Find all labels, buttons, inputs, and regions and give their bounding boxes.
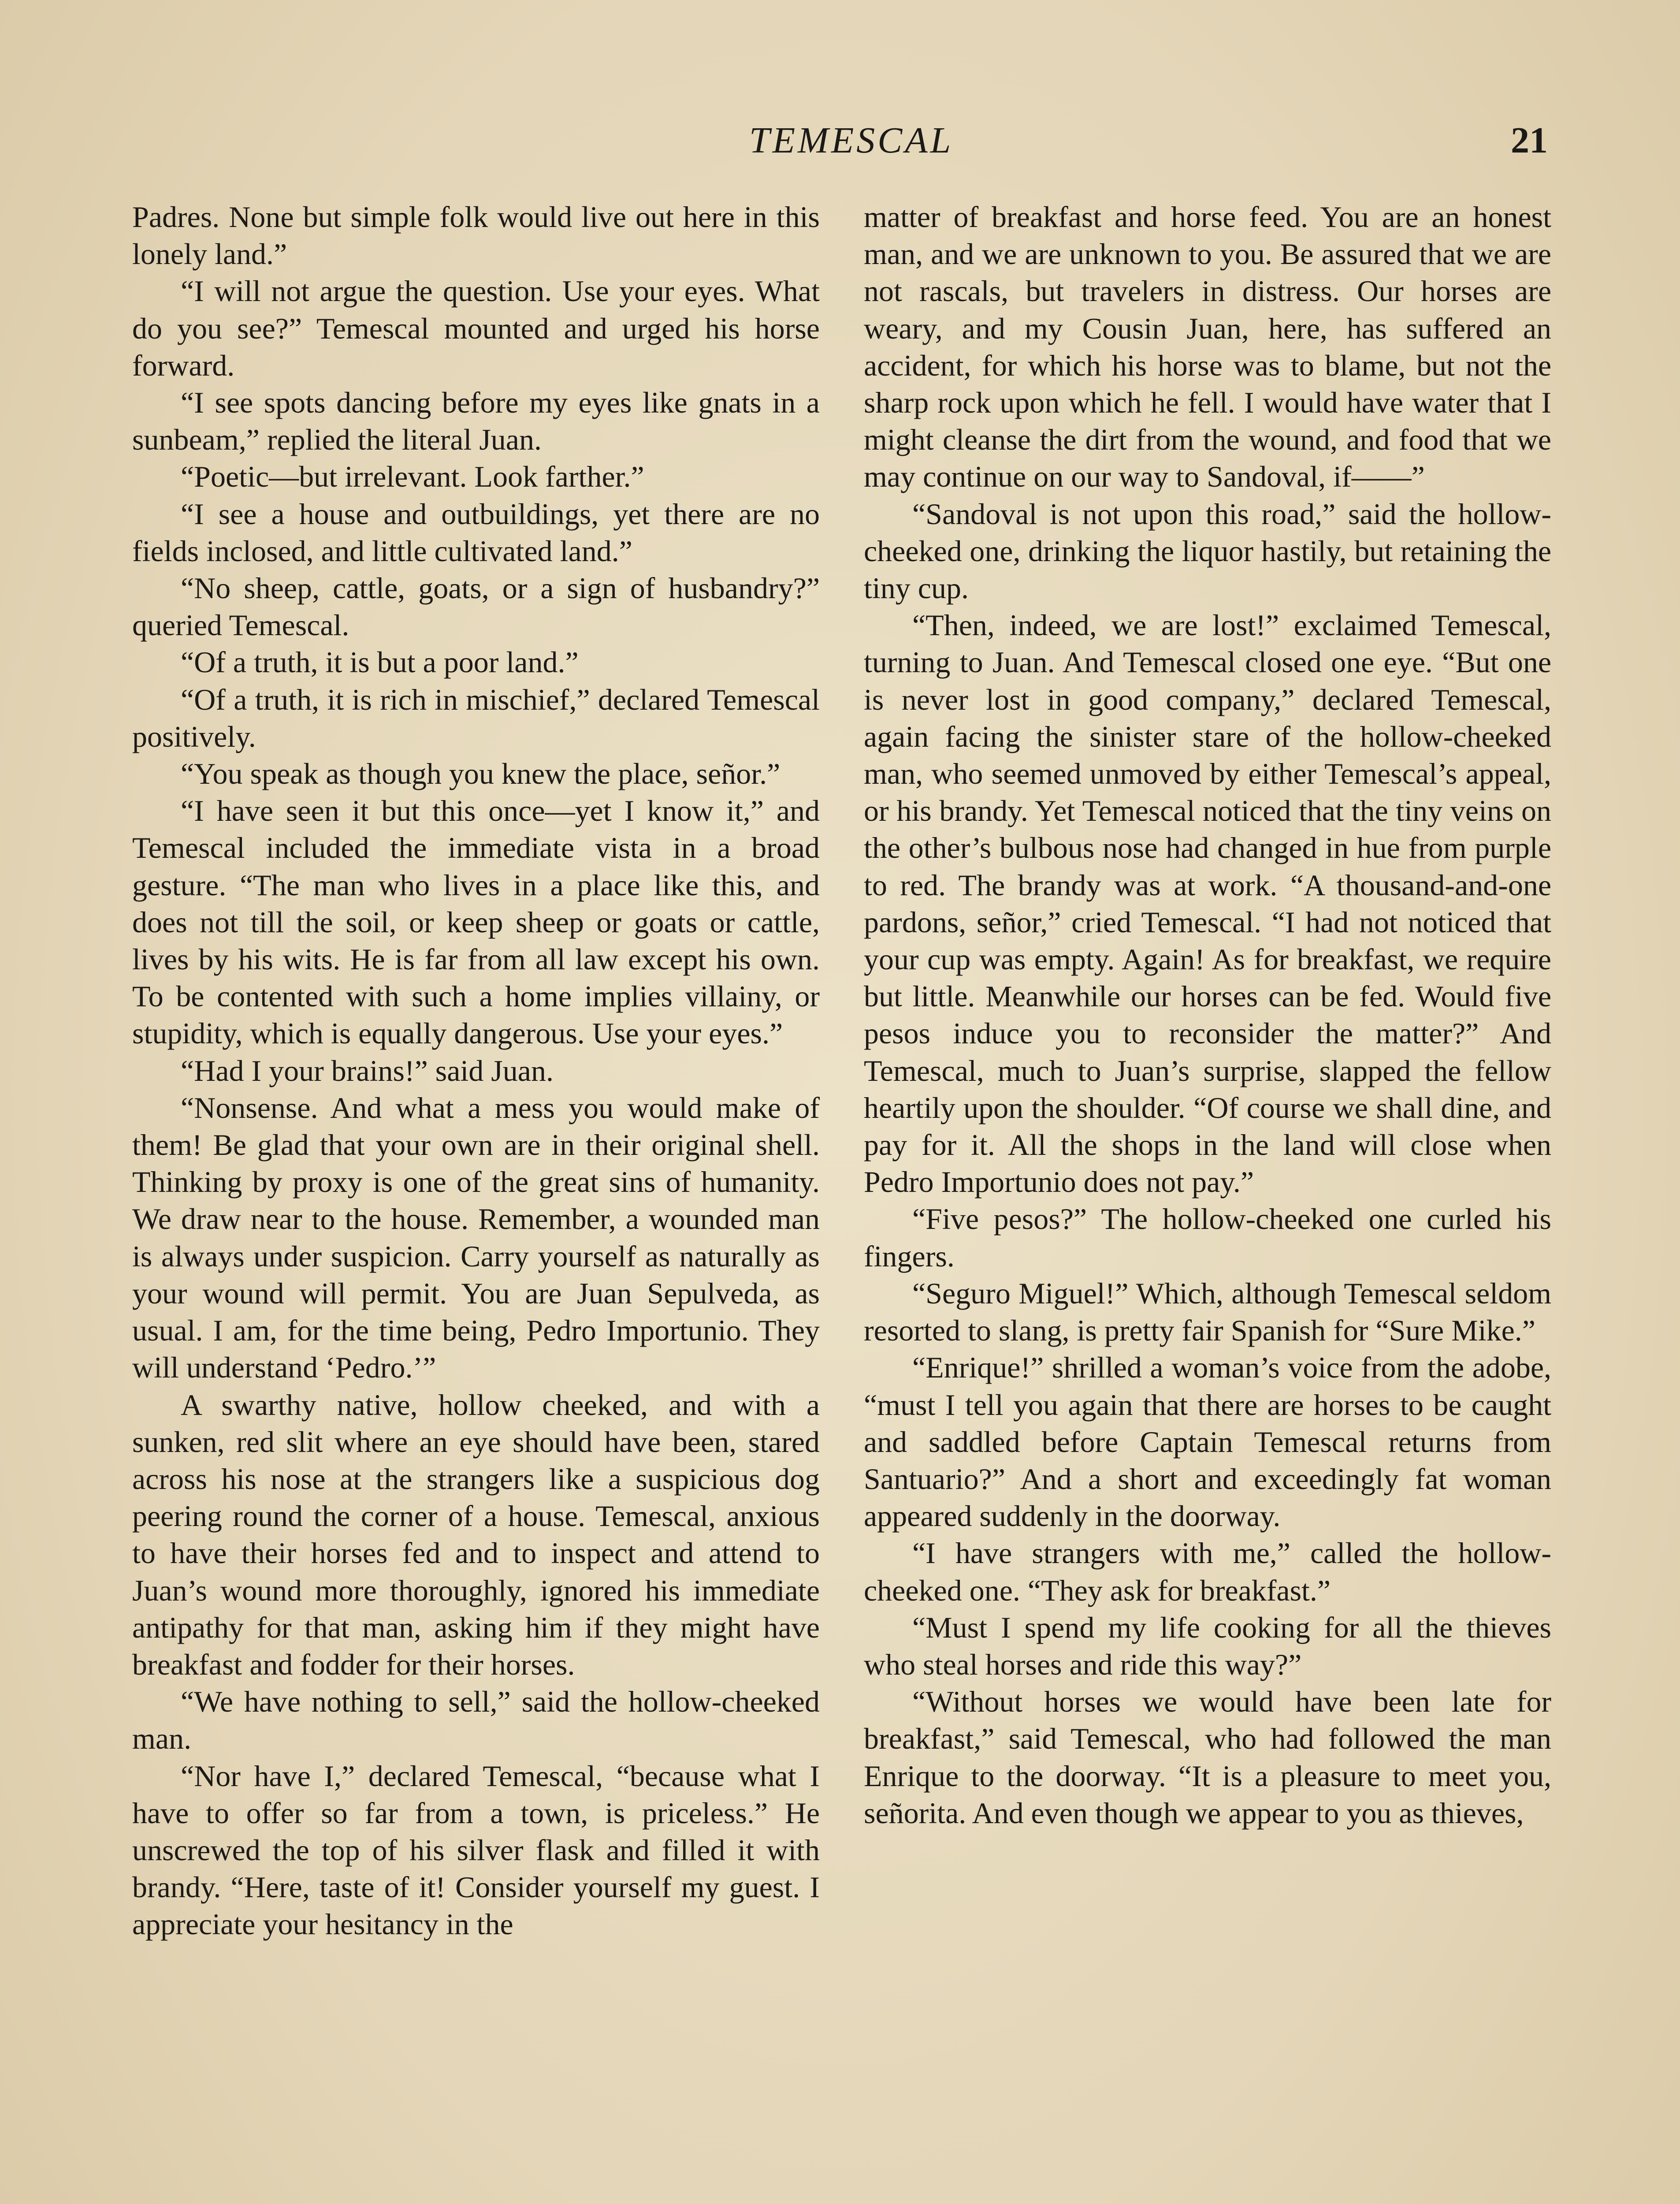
running-title: TEMESCAL	[749, 120, 954, 161]
paragraph: “Nor have I,” declared Temescal, “because what I have to offer so far from a town, is priceless.” He unscrewed the top of his silver flask and filled it with brandy. “Here, taste of it! Consider yourself my guest. I appreciate your hesitancy in the	[132, 1759, 820, 1941]
paragraph: “Had I your brains!” said Juan.	[181, 1054, 554, 1087]
paragraph: “I have seen it but this once—yet I know it,” and Temescal included the immediate vista in a broad gesture. “The man who lives in a place like this, and does not till the soil, or keep sheep or goats or cattle, lives by his wits. He is far from all law except his own. To be contented with such a home implies villainy, or stupidity, which is equally dangerous. Use your eyes.”	[132, 794, 820, 1050]
paragraph: “Of a truth, it is but a poor land.”	[181, 645, 579, 679]
paragraph: Padres. None but simple folk would live out here in this lonely land.”	[132, 200, 820, 271]
paragraph: “I have strangers with me,” called the hollow-cheeked one. “They ask for breakfast.”	[864, 1536, 1551, 1607]
left-column	[132, 198, 820, 1943]
paragraph: “Then, indeed, we are lost!” exclaimed Temescal, turning to Juan. And Temescal closed one eye. “But one is never lost in good company,” declared Temescal, again facing the sinister stare of the hollow-cheeked man, who seemed unmoved by either Temescal’s appeal, or his brandy. Yet Temescal noticed that the tiny veins on the other’s bulbous nose had changed in hue from purple to red. The brandy was at work. “A thousand-and-one pardons, señor,” cried Temescal. “I had not noticed that your cup was empty. Again! As for breakfast, we require but little. Meanwhile our horses can be fed. Would five pesos induce you to reconsider the matter?” And Temescal, much to Juan’s surprise, slapped the fellow heartily upon the shoulder. “Of course we shall dine, and pay for it. All the shops in the land will close when Pedro Importunio does not pay.”	[864, 608, 1551, 1199]
paragraph: “I see a house and outbuildings, yet there are no fields inclosed, and little cultivated land.”	[132, 497, 820, 568]
paragraph: “You speak as though you knew the place, señor.”	[181, 757, 781, 791]
paragraph: “Sandoval is not upon this road,” said the hollow-cheeked one, drinking the liquor hastily, but retaining the tiny cup.	[864, 497, 1551, 605]
paragraph: “Poetic—but irrelevant. Look farther.”	[181, 460, 644, 494]
paragraph: “Enrique!” shrilled a woman’s voice from the adobe, “must I tell you again that there are horses to be caught and saddled before Captain Temescal returns from Santuario?” And a short and exceedingly fat woman appeared suddenly in the doorway.	[864, 1351, 1551, 1533]
right-column	[864, 198, 1551, 1832]
paragraph: “Seguro Miguel!” Which, although Temescal seldom resorted to slang, is pretty fair Spanish for “Sure Mike.”	[864, 1276, 1551, 1348]
paragraph: “I see spots dancing before my eyes like gnats in a sunbeam,” replied the literal Juan.	[132, 386, 820, 457]
paragraph: “Without horses we would have been late for breakfast,” said Temescal, who had followed the man Enrique to the doorway. “It is a pleasure to meet you, señorita. And even though we appear to you as thieves,	[864, 1685, 1551, 1830]
paragraph: “Five pesos?” The hollow-cheeked one curled his fingers.	[864, 1202, 1551, 1273]
paragraph: “Must I spend my life cooking for all the thieves who steal horses and ride this way?”	[864, 1610, 1551, 1681]
paragraph: A swarthy native, hollow cheeked, and with a sunken, red slit where an eye should have been, stared across his nose at the strangers like a suspicious dog peering round the corner of a house. Temescal, anxious to have their horses fed and to inspect and attend to Juan’s wound more thoroughly, ignored his immediate antipathy for that man, asking him if they might have breakfast and fodder for their horses.	[132, 1388, 820, 1681]
page-number: 21	[1511, 120, 1548, 161]
paragraph: “No sheep, cattle, goats, or a sign of husbandry?” queried Temescal.	[132, 571, 820, 642]
page-header	[132, 119, 1548, 168]
paragraph: matter of breakfast and horse feed. You are an honest man, and we are unknown to you. Be assured that we are not rascals, but travelers in distress. Our horses are weary, and my Cousin Juan, here, has suffered an accident, for which his horse was to blame, but not the sharp rock upon which he fell. I would have water that I might cleanse the dirt from the wound, and food that we may continue on our way to Sandoval, if——”	[864, 200, 1551, 494]
paragraph: “Nonsense. And what a mess you would make of them! Be glad that your own are in their original shell. Thinking by proxy is one of the great sins of humanity. We draw near to the house. Remember, a wounded man is always under suspicion. Carry yourself as naturally as your wound will permit. You are Juan Sepulveda, as usual. I am, for the time being, Pedro Importunio. They will understand ‘Pedro.’”	[132, 1091, 820, 1385]
paragraph: “I will not argue the question. Use your eyes. What do you see?” Temescal mounted and urged his horse forward.	[132, 274, 820, 382]
paragraph: “Of a truth, it is rich in mischief,” declared Temescal positively.	[132, 682, 820, 753]
paragraph: “We have nothing to sell,” said the hollow-cheeked man.	[132, 1685, 820, 1756]
